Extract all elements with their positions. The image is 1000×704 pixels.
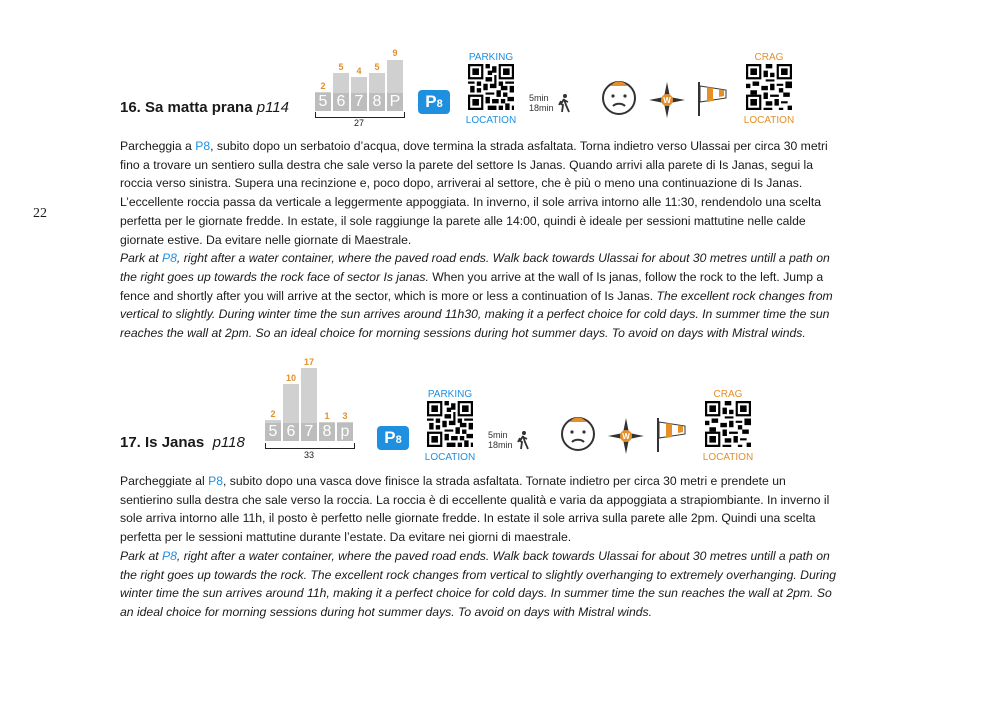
hiker-icon — [515, 430, 531, 450]
windsock-icon — [654, 416, 688, 454]
grade-count: 2 — [270, 409, 276, 419]
grade-label: 6 — [283, 423, 299, 441]
parking-label: PARKING — [468, 52, 514, 63]
page-reference: p118 — [212, 434, 245, 451]
parking-badge: P8 — [418, 90, 450, 114]
description-english: Park at P8, right after a water container, where the paved road ends. Walk back towards Ulassai for about 30 metres untill a path on the right goes up towards the rock face of sector Is janas. When you arrive at the wall of Is janas, follow the rock to the left. Jump a fence and shortly after you will arrive at the sector, which is more or less a continuation of Is Janas. The excellent rock changes from vertical to slightly. During winter time the sun arrives around 11h30, making it a perfect choice for cold days. In summer time the sun reaches the wall at 2pm. So an ideal choice for morning sessions during hot summer days. To avoid on days with Mistral winds. — [120, 251, 833, 341]
grade-labels — [315, 93, 403, 111]
qr-code-icon — [746, 64, 792, 110]
compass-west-icon — [648, 81, 686, 119]
description-italian: Parcheggia a P8, subito dopo un serbatoio d’acqua, dove termina la strada asfaltata. Torna indietro verso Ulassai per circa 30 metri fino a trovare un sentiero sulla destra che sale verso la parete del settore Is Janas. Quando arrivi alla parete di Is Janas, segui la roccia verso sinistra. Supera una recinzione e, poco dopo, arriverai al settore, che è più o meno una continuazione di Is Janas. L’eccellente roccia passa da verticale a leggermente appoggiata. In inverno, il sole arriva intorno alle 11:30, rendendolo una scelta perfetta per le giornate fredde. In estate, il sole raggiunge la parete alle 14:00, quindi è ideale per sessioni mattutine nelle calde giornate estive. Da evitare nelle giornate di Maestrale. — [120, 139, 828, 247]
approach-time — [529, 93, 572, 113]
svg-text:W: W — [622, 432, 630, 441]
grade-label: 8 — [319, 423, 335, 441]
grade-bar — [301, 368, 317, 425]
sector-description — [120, 137, 840, 343]
face-icon — [599, 78, 639, 116]
crag-label: CRAG — [754, 52, 784, 63]
grade-count: 3 — [342, 411, 348, 421]
grade-count: 5 — [338, 62, 344, 72]
parking-time: 5min — [529, 93, 549, 103]
crag-qr[interactable] — [698, 389, 758, 464]
description-italian: Parcheggiate al P8, subito dopo una vasca dove finisce la strada asfaltata. Tornate indietro per circa 30 metri e prendete un sentierino sulla destra che sale verso la roccia. La roccia è di eccellente qualità e varia da appoggiata a strapiombiante. In inverno il sole arriva intorno alle 11h, il posto è perfetto nelle giornate fredde. In estate il sole arriva sulla parete alle 2pm. Quindi una scelta perfetta per le sessioni mattutine durante l’estate. Da evitare nei giorni di maestrale. — [120, 474, 830, 545]
location-label: LOCATION — [465, 115, 517, 126]
grade-label: 5 — [315, 93, 331, 111]
grade-histogram — [265, 357, 360, 467]
parking-qr[interactable] — [461, 52, 521, 127]
route-total: 27 — [353, 118, 364, 128]
parking-qr[interactable] — [420, 389, 480, 464]
grade-label: p — [337, 423, 353, 441]
approach-time — [488, 430, 531, 450]
location-label: LOCATION — [424, 452, 476, 463]
parking-link[interactable]: P8 — [195, 139, 211, 153]
grade-label: 5 — [265, 423, 281, 441]
qr-code-icon — [468, 64, 514, 110]
svg-text:W: W — [663, 96, 671, 105]
grade-count: 17 — [303, 357, 314, 367]
walk-time: 18min — [488, 440, 513, 450]
grade-label: 7 — [301, 423, 317, 441]
grade-label: 8 — [369, 93, 385, 111]
qr-code-icon — [705, 401, 751, 447]
crag-location-label: LOCATION — [702, 452, 754, 463]
qr-code-icon — [427, 401, 473, 447]
grade-bar — [283, 384, 299, 425]
page-reference: p114 — [256, 99, 289, 116]
parking-link[interactable]: P8 — [162, 251, 177, 266]
sector-title: 16. Sa matta prana p114 — [120, 99, 289, 116]
total-bracket — [265, 443, 355, 449]
grade-count: 2 — [320, 81, 326, 91]
grade-label: 6 — [333, 93, 349, 111]
crag-label: CRAG — [713, 389, 743, 400]
grade-count: 4 — [356, 66, 362, 76]
grade-label: 7 — [351, 93, 367, 111]
grade-bar — [387, 60, 403, 96]
grade-labels — [265, 423, 353, 441]
sector-description — [120, 472, 840, 622]
crag-qr[interactable] — [739, 52, 799, 127]
parking-time: 5min — [488, 430, 508, 440]
page-number: 22 — [33, 206, 47, 221]
grade-label: P — [387, 93, 403, 111]
parking-label: PARKING — [427, 389, 473, 400]
parking-link[interactable]: P8 — [208, 474, 224, 488]
parking-link[interactable]: P8 — [162, 548, 177, 563]
grade-count: 10 — [285, 373, 296, 383]
hiker-icon — [556, 93, 572, 113]
grade-histogram — [315, 48, 410, 128]
route-total: 33 — [303, 450, 314, 460]
windsock-icon — [695, 80, 729, 118]
parking-badge: P8 — [377, 426, 409, 450]
grade-count: 9 — [392, 48, 398, 58]
grade-count: 5 — [374, 62, 380, 72]
walk-time: 18min — [529, 103, 554, 113]
compass-west-icon — [607, 417, 645, 455]
sector-title: 17. Is Janas p118 — [120, 434, 245, 451]
description-english: Park at P8, right after a water container, where the paved road ends. Walk back towards Ulassai for about 30 metres untill a path on the right goes up towards the rock. The excellent rock changes from vertical to slightly overhanging to extremely overhanging. During winter time the sun arrives around 11h, making it a perfect choice for cold days. In summer time the sun reaches the wall at 2pm. So an ideal choice for morning sessions during hot summer days. To avoid on days with Mistral winds. — [120, 548, 837, 619]
grade-count: 1 — [324, 411, 330, 421]
crag-location-label: LOCATION — [743, 115, 795, 126]
face-icon — [558, 414, 598, 452]
